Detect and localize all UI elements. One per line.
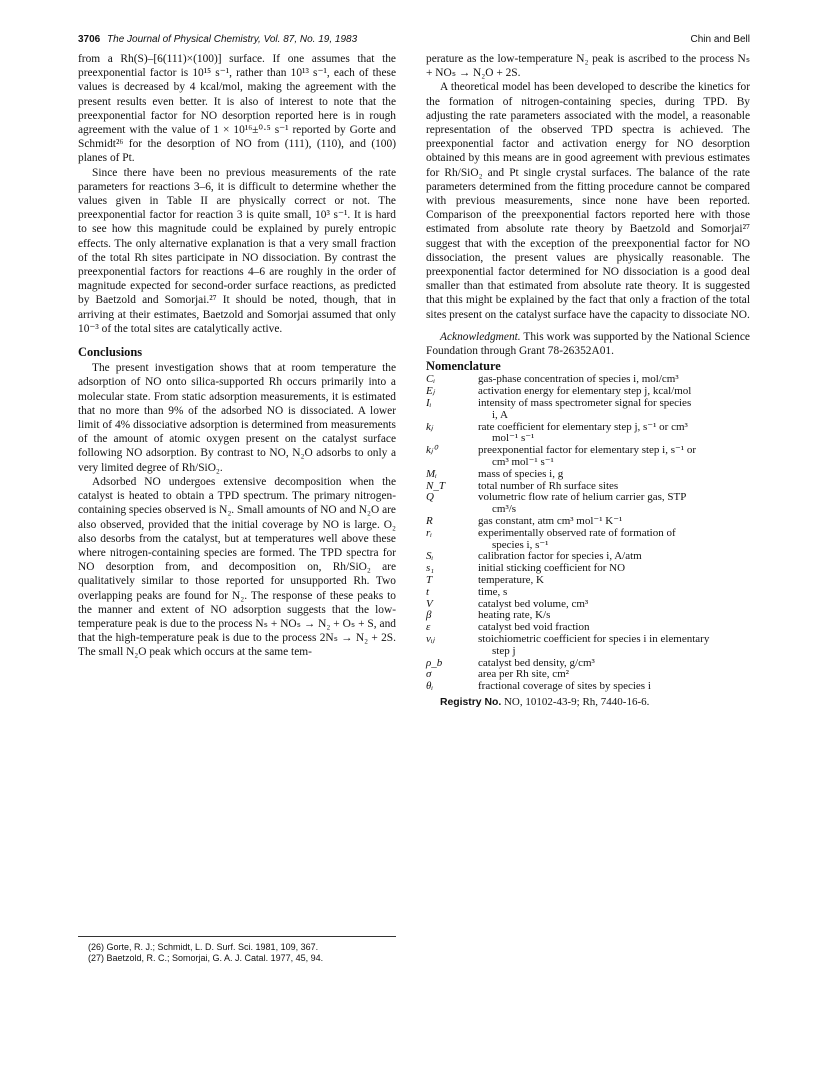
paragraph: from a Rh(S)–[6(111)×(100)] surface. If one assumes that the preexponential factor is 10¹⁵ s⁻¹, rather than 10¹³ s⁻¹, each of these values is decreased by 4 kcal/mol, making the agreement with the present results even better. It is also of interest to note that the preexponential factor for NO desorption reported here is in rough agreement with the value of 1 × 10¹⁶±⁰·⁵ s⁻¹ reported by Gorte and Schmidt²⁶ for the desorption of NO from (111), (110), and (100) planes of Pt. (78, 53, 396, 165)
nomenclature-definition-text: calibration factor for species i, A/atm (478, 550, 642, 563)
right-column (426, 52, 750, 710)
nomenclature-definition-text: initial sticking coefficient for NO (478, 562, 626, 575)
nomenclature-definition (478, 634, 750, 658)
nomenclature-definition-text: experimentally observed rate of formation of (478, 526, 676, 539)
nomenclature-symbol: θᵢ (426, 680, 434, 693)
nomenclature-symbol: Iᵢ (426, 397, 432, 410)
nomenclature-row (426, 528, 750, 552)
nomenclature-row (426, 575, 750, 587)
nomenclature-symbol: T (426, 574, 433, 587)
nomenclature-definition-text: preexponential factor for elementary step i, s⁻¹ or (478, 444, 697, 457)
nomenclature-symbol: β (426, 609, 432, 622)
nomenclature-row (426, 492, 750, 516)
nomenclature-row (426, 398, 750, 422)
nomenclature-symbol: Mᵢ (426, 467, 437, 480)
nomenclature-title: Nomenclature (426, 359, 501, 374)
nomenclature-definition (478, 422, 750, 446)
paragraph: Adsorbed NO undergoes extensive decomposition when the catalyst is heated to obtain a TPD spectrum. The primary nitrogen-containing species observed is N₂. Small amounts of NO and N₂O are also observed, provided that the initial coverage by NO is large. O₂ also desorbs from the catalyst, but at temperatures well above these where nitrogen-containing species are formed. The TPD spectra for NO desorption from, and decomposition on, Rh/SiO₂ are qualitatively similar to those reported for unsupported Rh. Two overlapping peaks are found for N₂. The response of these peaks to the manner and extent of NO adsorption suggests that the low-temperature peak is due to the process Nₛ + NOₛ → N₂ + Oₛ + S, and that the high-temperature peak is due to the process 2Nₛ → N₂ + 2S. The small N₂O peak which occurs at the same tem- (78, 475, 396, 659)
nomenclature-row (426, 658, 750, 670)
nomenclature-definition-text: catalyst bed volume, cm³ (478, 597, 589, 610)
nomenclature-symbol: V (426, 597, 433, 610)
nomenclature-definition-text: total number of Rh surface sites (478, 479, 619, 492)
nomenclature-symbol: ρ_b (426, 656, 443, 669)
nomenclature-definition (478, 398, 750, 422)
nomenclature-definition (478, 528, 750, 552)
nomenclature-row (426, 422, 750, 446)
nomenclature-list (426, 374, 750, 693)
footnote-rule (78, 936, 396, 937)
nomenclature-definition (478, 681, 750, 693)
nomenclature-definition-continuation: species i, s⁻¹ (492, 538, 549, 551)
paragraph: The present investigation shows that at room temperature the adsorption of NO onto silica-supported Rh occurs primarily into a molecular state. From static adsorption measurements, it is estimated that no more than 9% of the adsorbed NO is dissociated. A lower limit of 4% dissociative adsorption is determined from measurements of the amount of atomic oxygen present on the catalyst surface following NO adsorption. By contrast to NO, N₂O adsorbs to only a very limited degree of Rh/SiO₂. (78, 362, 396, 474)
footnote: (27) Baetzold, R. C.; Somorjai, G. A. J. Catal. 1977, 45, 94. (88, 953, 324, 964)
nomenclature-definition-text: time, s (478, 585, 508, 598)
nomenclature-symbol: kⱼ⁰ (426, 444, 438, 457)
nomenclature-symbol: N_T (426, 479, 445, 492)
nomenclature-definition-text: catalyst bed density, g/cm³ (478, 656, 595, 669)
nomenclature-symbol: νᵢⱼ (426, 633, 435, 645)
nomenclature-symbol: σ (426, 668, 432, 681)
registry-text: NO, 10102-43-9; Rh, 7440-16-6. (503, 695, 650, 708)
nomenclature-definition-continuation: cm³/s (492, 503, 517, 516)
nomenclature-row (426, 563, 750, 575)
nomenclature-symbol: R (426, 515, 433, 528)
nomenclature-definition-text: gas constant, atm cm³ mol⁻¹ K⁻¹ (478, 515, 623, 528)
nomenclature-definition-text: heating rate, K/s (478, 609, 551, 622)
page-number: 3706 (78, 34, 101, 45)
nomenclature-definition-text: catalyst bed void fraction (478, 621, 590, 634)
nomenclature-definition-text: fractional coverage of sites by species i (478, 680, 651, 693)
nomenclature-definition-text: gas-phase concentration of species i, mol/cm³ (478, 373, 679, 386)
registry-label: Registry No. (440, 696, 502, 708)
acknowledgment-text: This work was supported by the National Science Foundation through Grant 78-26352A01. (426, 330, 750, 358)
nomenclature-row (426, 599, 750, 611)
nomenclature-symbol: s₁ (426, 562, 435, 575)
nomenclature-row (426, 681, 750, 693)
nomenclature-definition-text: activation energy for elementary step j, kcal/mol (478, 385, 692, 398)
nomenclature-definition-text: stoichiometric coefficient for species i in elementary (478, 633, 710, 645)
registry-line (426, 695, 750, 710)
nomenclature-definition (478, 575, 750, 587)
paragraph: perature as the low-temperature N₂ peak is ascribed to the process Nₛ + NOₛ → N₂O + 2S. (426, 53, 750, 80)
nomenclature-definition-text: temperature, K (478, 574, 544, 587)
nomenclature-symbol: t (426, 585, 430, 598)
nomenclature-symbol: Eⱼ (426, 385, 435, 398)
nomenclature-definition-continuation: step j (492, 644, 516, 657)
acknowledgment-label: Acknowledgment. (440, 330, 521, 343)
left-column (78, 52, 396, 660)
conclusions-heading: Conclusions (78, 345, 143, 360)
nomenclature-definition-text: rate coefficient for elementary step j, s⁻¹ or cm³ (478, 420, 688, 433)
nomenclature-definition (478, 445, 750, 469)
nomenclature-symbol: ε (426, 621, 431, 634)
running-authors: Chin and Bell (690, 34, 750, 45)
footnotes (78, 942, 396, 965)
nomenclature-definition-text: mass of species i, g (478, 467, 564, 480)
nomenclature-symbol: kⱼ (426, 420, 433, 433)
paragraph: A theoretical model has been developed to describe the kinetics for the formation of nitrogen-containing species, during TPD. By adjusting the rate parameters associated with the model, a reasonable representation of the observed TPD spectra is achieved. The preexponential factor and activation energy for NO desorption obtained by this means are in good agreement with previous estimates for Rh/SiO₂ and Pt single crystal surfaces. The balance of the rate parameters determined from the fitting procedure cannot be compared with previous measurements, since none have been reported. Comparison of the preexponential factors reported here with those estimated from absolute rate theory by Baetzold and Somorjai²⁷ suggest that with the exception of the preexponential factor for NO dissociation, the present values are physically reasonable. The preexponential factor determined for NO dissociation is a good deal smaller than that estimated from absolute rate theory. It is suggested that this might be explained by the fact that only a fraction of the total sites present on the catalyst surface have the capacity to dissociate NO. (426, 81, 750, 321)
nomenclature-definition (478, 492, 750, 516)
nomenclature-definition-continuation: cm³ mol⁻¹ s⁻¹ (492, 456, 554, 469)
nomenclature-symbol: Cᵢ (426, 373, 436, 386)
nomenclature-definition-continuation: mol⁻¹ s⁻¹ (492, 432, 535, 445)
running-header (78, 34, 750, 50)
nomenclature-row (426, 634, 750, 658)
nomenclature-symbol: rᵢ (426, 526, 433, 539)
nomenclature-symbol: Sᵢ (426, 550, 434, 563)
acknowledgment (426, 330, 750, 358)
paragraph: Since there have been no previous measurements of the rate parameters for reactions 3–6, it is difficult to determine whether the values given in Table II are physically correct or not. The preexponential factor for reaction 3 is quite small, 10³ s⁻¹. It is hard to see how this magnitude could be explained by purely entropic effects. The only alternative explanation is that a very small fraction of the total Rh sites participate in NO dissociation. By contrast the preexponential factors for reactions 4–6 are roughly in the order of magnitude expected for second-order surface reactions, as predicted by Baetzold and Somorjai.²⁷ It should be noted, though, that in arriving at their estimates, Baetzold and Somorjai assumed that only 10⁻³ of the total sites are catalytically active. (78, 166, 396, 335)
nomenclature-definition-continuation: i, A (492, 408, 508, 421)
nomenclature-symbol: Q (426, 491, 434, 504)
nomenclature-row (426, 445, 750, 469)
footnote: (26) Gorte, R. J.; Schmidt, L. D. Surf. Sci. 1981, 109, 367. (88, 942, 319, 952)
nomenclature-definition-text: area per Rh site, cm² (478, 668, 569, 681)
journal-citation: The Journal of Physical Chemistry, Vol. 87, No. 19, 1983 (107, 34, 358, 45)
nomenclature-definition-text: volumetric flow rate of helium carrier gas, STP (478, 491, 687, 504)
nomenclature-definition-text: intensity of mass spectrometer signal for species (478, 397, 692, 410)
